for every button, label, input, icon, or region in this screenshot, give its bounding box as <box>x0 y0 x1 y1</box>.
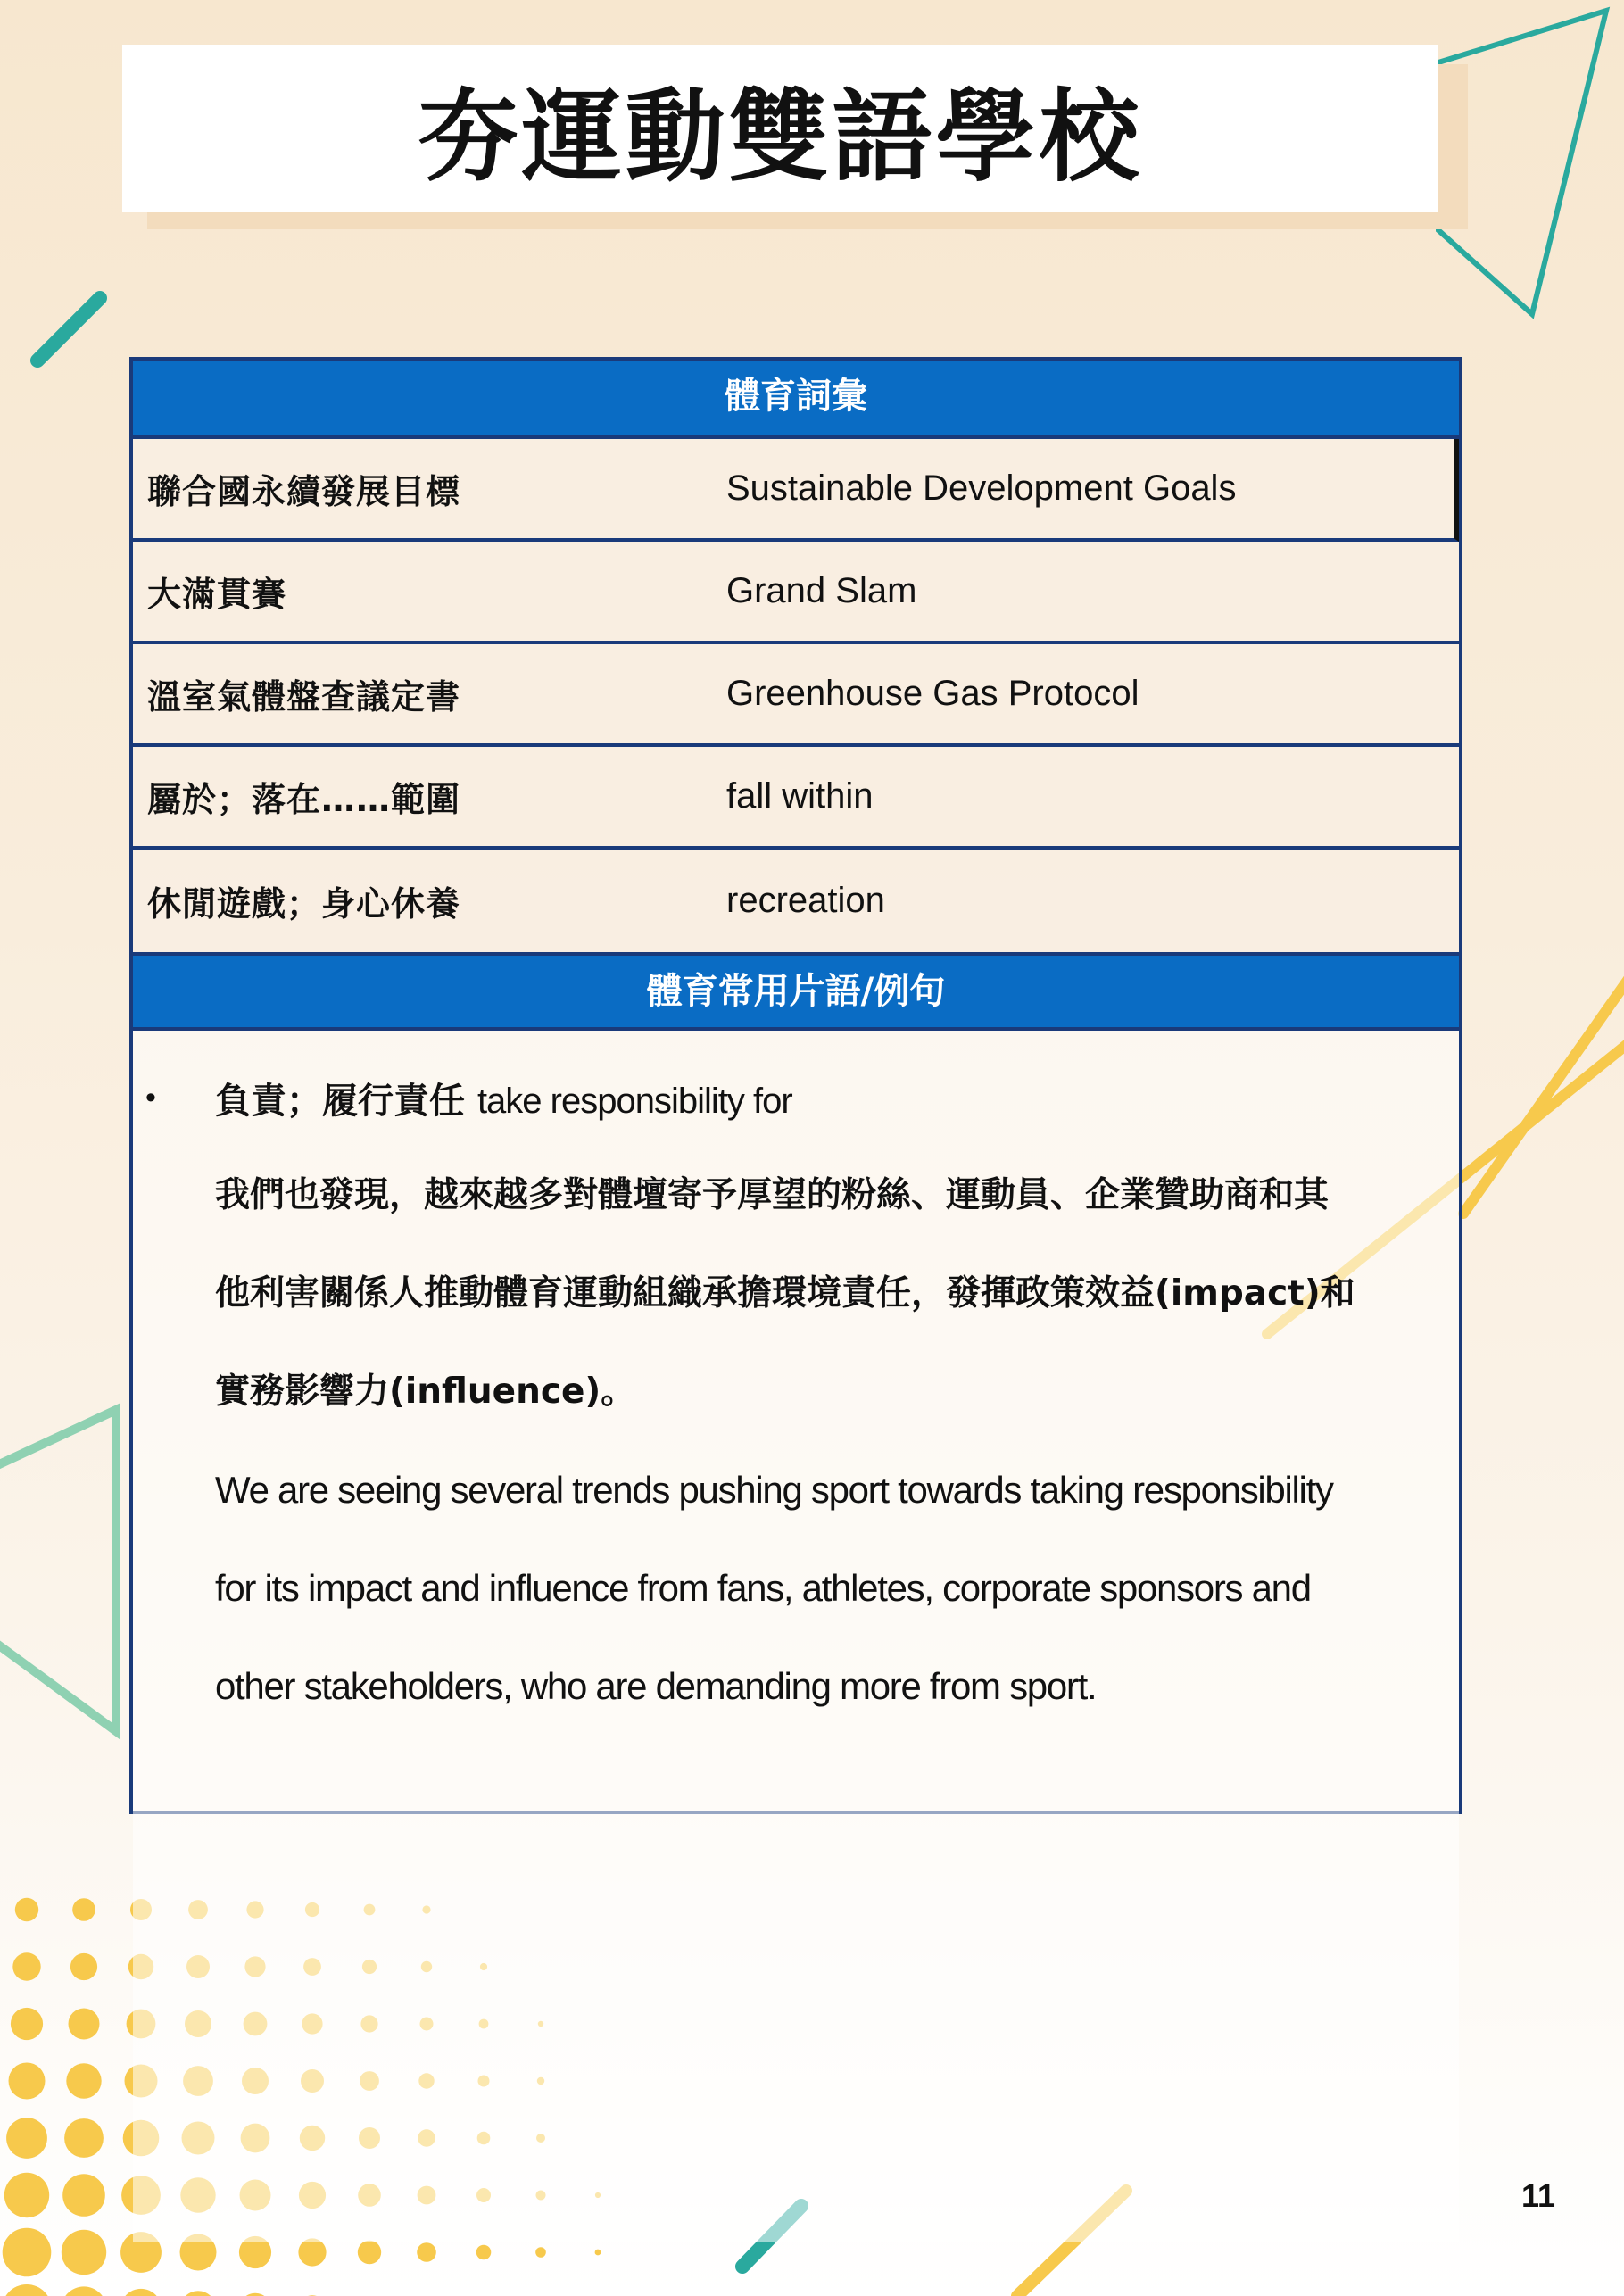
example-zh-line: 實務影響力(influence)。 <box>215 1372 636 1412</box>
yellow-dot <box>2 2284 52 2296</box>
yellow-dot <box>358 2241 381 2264</box>
yellow-dot <box>3 2228 52 2277</box>
yellow-dot <box>4 2173 49 2217</box>
vocab-term-en: Sustainable Development Goals <box>726 468 1237 508</box>
example-zh-line: 我們也發現，越來越多對體壇寄予厚望的粉絲、運動員、企業贊助商和其 <box>215 1175 1330 1215</box>
yellow-dot <box>64 2118 104 2158</box>
vocab-term-en: fall within <box>726 776 874 816</box>
vocab-row <box>133 439 1459 542</box>
bullet-icon: • <box>145 1080 156 1115</box>
yellow-dot <box>417 2242 436 2262</box>
phrases-header: 體育常用片語/例句 <box>133 952 1459 1031</box>
yellow-dot <box>62 2230 106 2275</box>
yellow-dot <box>66 2063 101 2098</box>
yellow-dot <box>11 2008 43 2040</box>
vocab-term-zh: 聯合國永續發展目標 <box>147 472 461 511</box>
vocab-term-en: recreation <box>726 881 885 920</box>
phrase-heading-en: take responsibility for <box>476 1081 792 1121</box>
yellow-dot <box>476 2245 492 2260</box>
phrases-section <box>133 1031 1459 2242</box>
yellow-dot <box>69 2009 100 2040</box>
yellow-dot <box>298 2238 326 2266</box>
yellow-dot <box>179 2291 216 2296</box>
vocab-row <box>133 747 1459 850</box>
yellow-dot <box>61 2286 106 2296</box>
vocab-table <box>133 439 1459 952</box>
vocab-term-zh: 屬於；落在……範圍 <box>147 780 461 819</box>
phrase-heading <box>215 1073 792 1123</box>
example-en-line: We are seeing several trends pushing sport towards taking responsibility <box>215 1469 1333 1511</box>
vocab-header: 體育詞彙 <box>133 361 1459 439</box>
yellow-dot <box>72 1898 95 1921</box>
yellow-line-right-1 <box>1463 973 1624 1214</box>
example-en-line: for its impact and influence from fans, athletes, corporate sponsors and <box>215 1567 1311 1609</box>
yellow-dot <box>120 2289 162 2296</box>
vocab-term-zh: 大滿貫賽 <box>147 575 287 614</box>
vocab-term-en: Greenhouse Gas Protocol <box>726 674 1139 713</box>
yellow-dot <box>15 1898 38 1921</box>
vocab-row <box>133 850 1459 952</box>
yellow-dot <box>70 1953 97 1980</box>
phrase-heading-zh: 負責；履行責任 <box>215 1080 465 1122</box>
phrase-heading-line <box>133 1049 1459 1147</box>
vocab-row <box>133 644 1459 747</box>
vocabulary-panel <box>129 357 1462 1814</box>
vocab-term-zh: 溫室氣體盤查議定書 <box>147 677 461 717</box>
vocab-term-en: Grand Slam <box>726 571 917 610</box>
vocab-row <box>133 542 1459 644</box>
yellow-dot <box>12 1952 40 1980</box>
yellow-dot <box>595 2250 601 2256</box>
page-number: 11 <box>1521 2177 1556 2214</box>
title-banner <box>122 45 1438 212</box>
yellow-dot <box>62 2174 105 2217</box>
yellow-dot <box>6 2118 47 2159</box>
example-zh-line: 他利害關係人推動體育運動組織承擔環境責任，發揮政策效益(impact)和 <box>215 1273 1355 1314</box>
teal-slash-top <box>37 298 100 361</box>
vocab-term-zh: 休閒遊戲；身心休養 <box>147 884 461 924</box>
page-title: 夯運動雙語學校 <box>418 79 1143 195</box>
yellow-dot <box>9 2063 46 2100</box>
example-en-line: other stakeholders, who are demanding more from sport. <box>215 1665 1097 1707</box>
mint-triangle-outline <box>0 1410 116 1731</box>
yellow-dot <box>535 2247 546 2258</box>
